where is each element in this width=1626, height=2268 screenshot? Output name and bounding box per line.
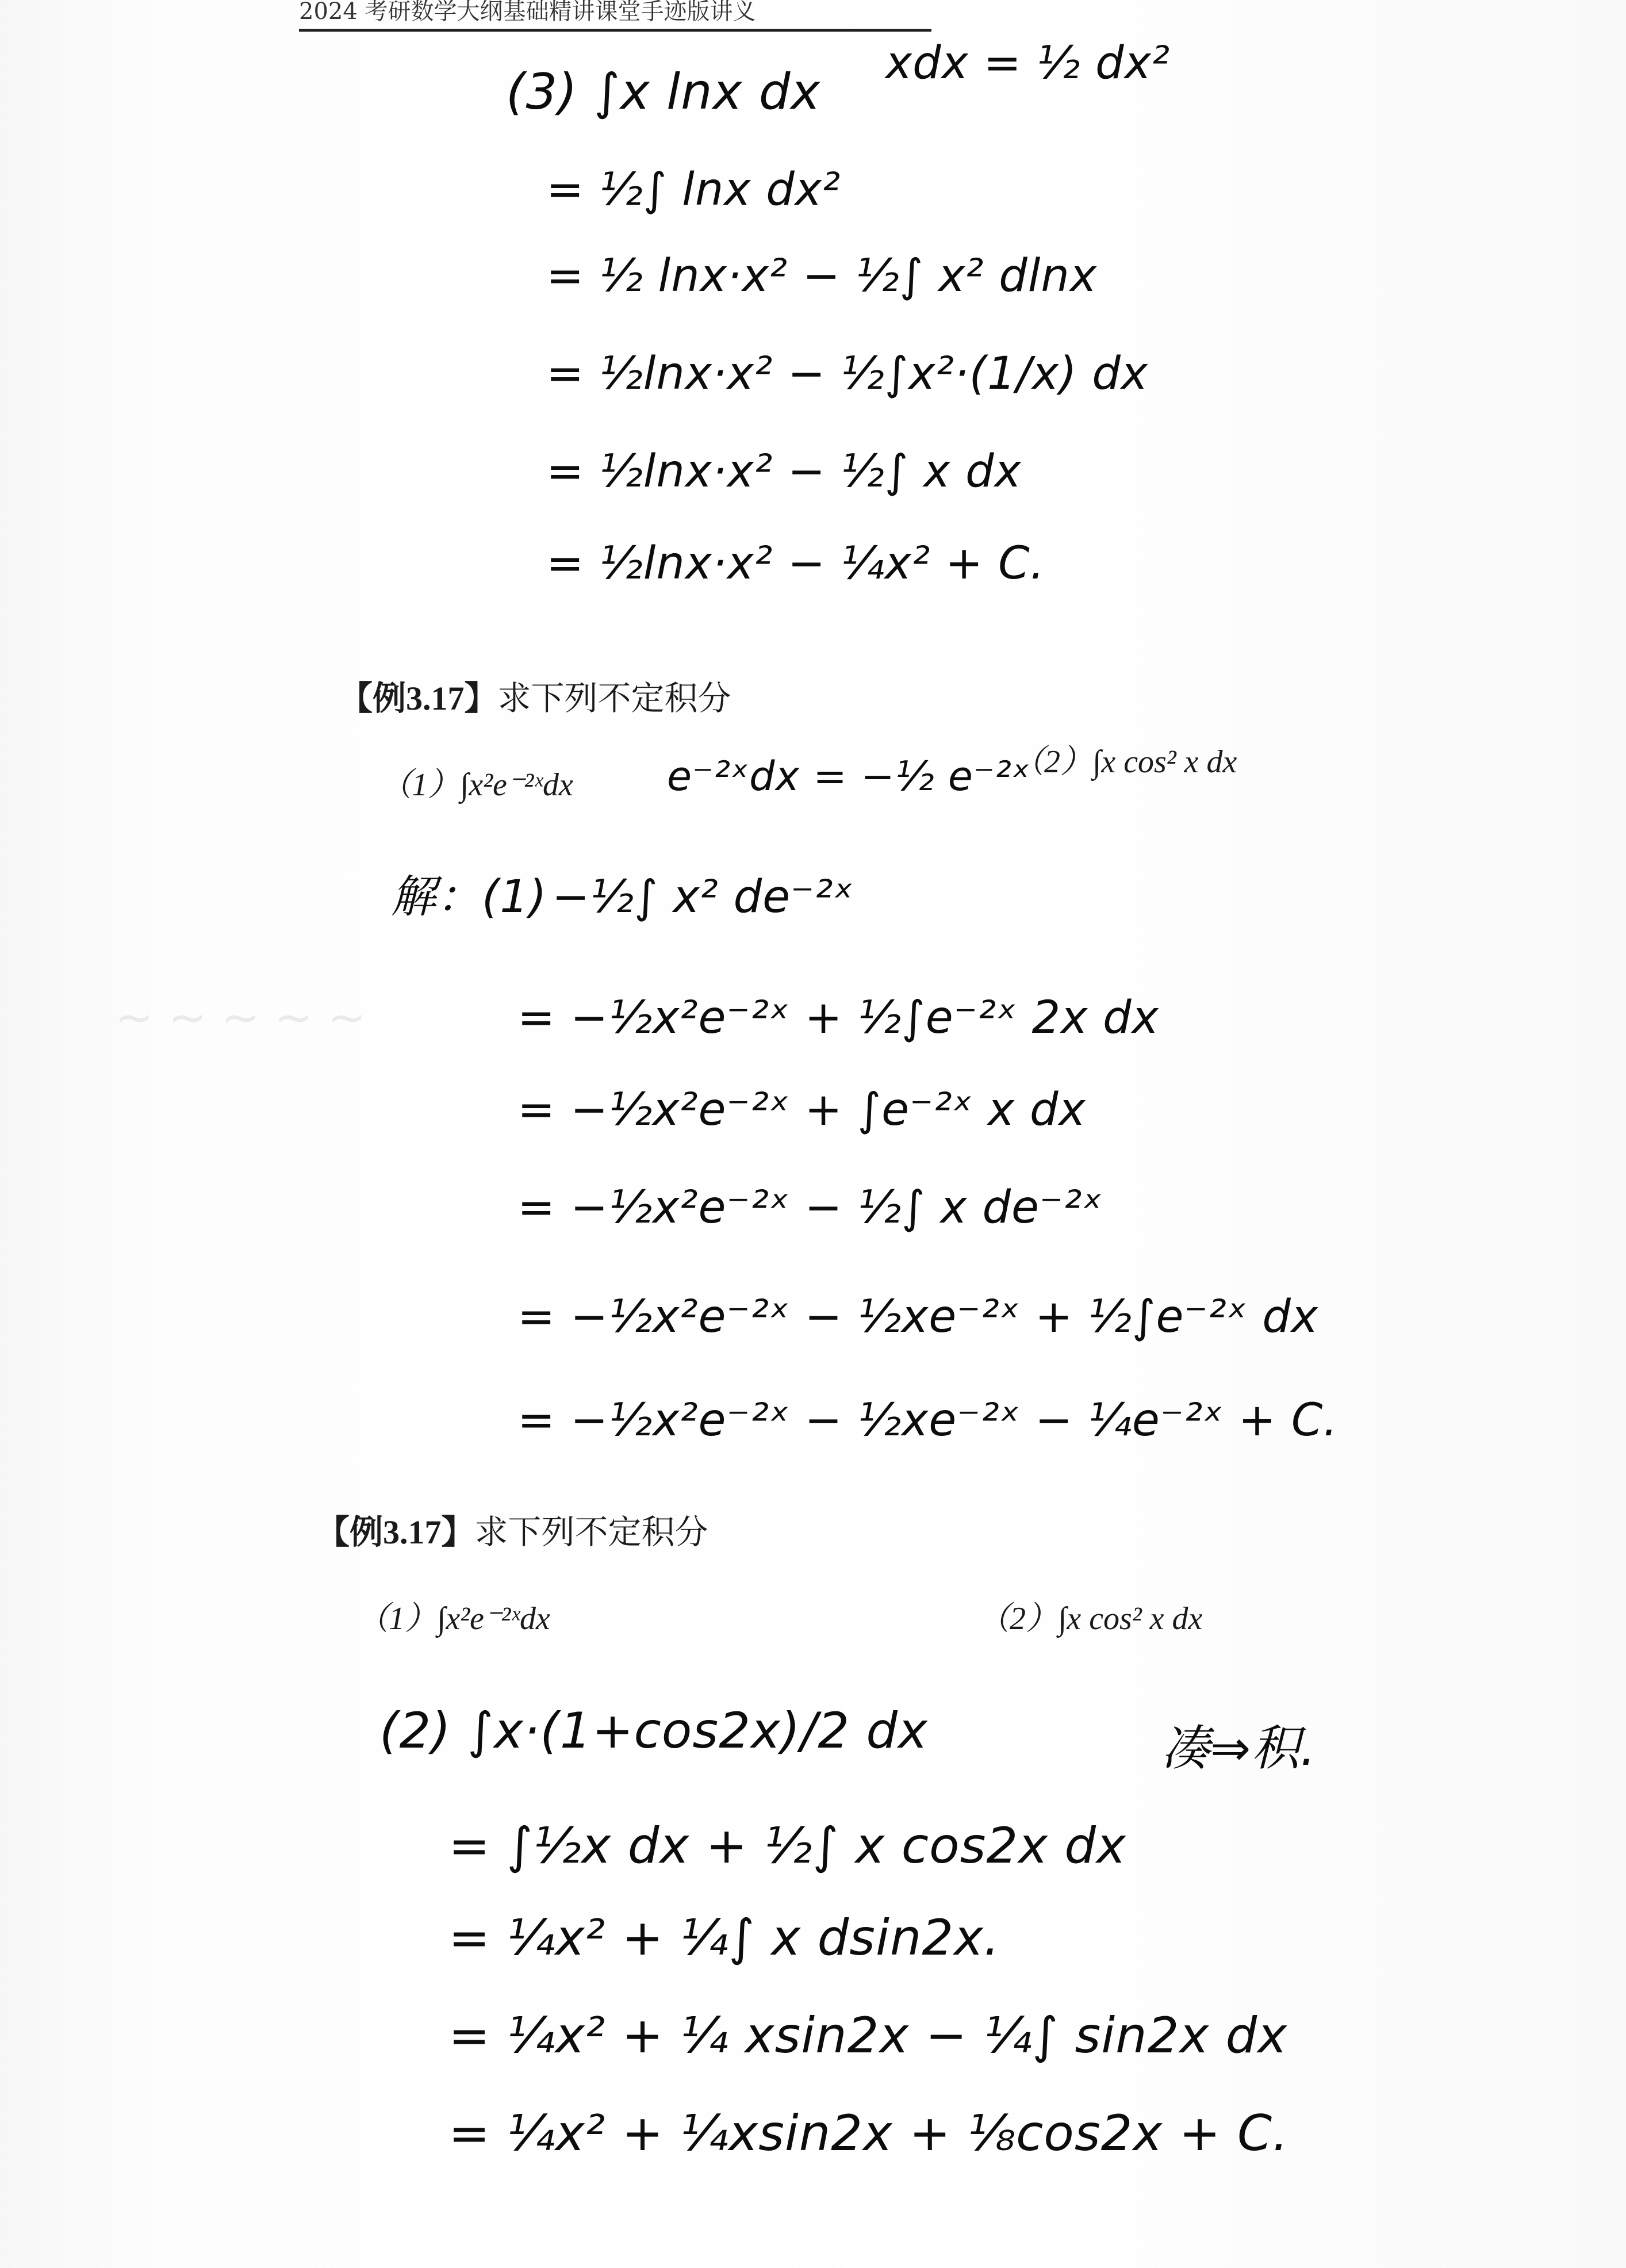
solution-2-step-4: = ¼x² + ¼xsin2x + ⅛cos2x + C. [448, 2105, 1289, 2162]
example-repeat-item-1: （1）∫x²e⁻²ˣdx [356, 1601, 550, 1637]
solution-2-first-line: (2) ∫x·(1+cos2x)/2 dx [379, 1702, 928, 1760]
problem-3-step-3: = ½lnx·x² − ½∫x²·(1/x) dx [546, 348, 1149, 400]
example-title-repeat-bracket: 【例3.17】 [316, 1514, 475, 1551]
solution-label: 解：(1) [391, 871, 547, 923]
problem-3-heading: (3) ∫x lnx dx [506, 63, 821, 121]
problem-3-step-2: = ½ lnx·x² − ½∫ x² dlnx [546, 250, 1098, 302]
example-title [339, 679, 731, 719]
problem-3-step-4: = ½lnx·x² − ½∫ x dx [546, 446, 1022, 497]
problem-3-step-1: = ½∫ lnx dx² [546, 164, 841, 216]
example-title-bracket: 【例3.17】 [339, 680, 498, 717]
example-repeat-item-2: （2）∫x cos² x dx [977, 1601, 1203, 1637]
solution-2-step-3: = ¼x² + ¼ xsin2x − ¼∫ sin2x dx [448, 2007, 1288, 2064]
example-item-1: （1）∫x²e⁻²ˣdx [379, 767, 573, 803]
solution-1-step-1: = −½x²e⁻²ˣ + ½∫e⁻²ˣ 2x dx [517, 992, 1159, 1044]
bleed-through-text: ~ ~ ~ ~ ~ [115, 991, 366, 1044]
example-title-repeat [316, 1512, 708, 1553]
problem-3-step-5: = ½lnx·x² − ¼x² + C. [546, 538, 1045, 589]
example-item-2: （2）∫x cos² x dx [1012, 744, 1237, 780]
example-title-repeat-text: 求下列不定积分 [474, 1514, 708, 1551]
solution-2-step-2: = ¼x² + ¼∫ x dsin2x. [448, 1909, 1000, 1967]
solution-1-step-5: = −½x²e⁻²ˣ − ½xe⁻²ˣ − ¼e⁻²ˣ + C. [517, 1394, 1339, 1446]
solution-1-step-4: = −½x²e⁻²ˣ − ½xe⁻²ˣ + ½∫e⁻²ˣ dx [517, 1291, 1319, 1343]
example-title-text: 求下列不定积分 [497, 680, 731, 717]
substitution-note: xdx = ½ dx² [885, 37, 1171, 89]
page-header: 2024 考研数学大纲基础精讲课堂手迹版讲义 [299, 0, 931, 32]
strategy-note: 凑⇒积. [1161, 1720, 1317, 1776]
solution-1-step-3: = −½x²e⁻²ˣ − ½∫ x de⁻²ˣ [517, 1182, 1103, 1233]
example-hint: e⁻²ˣdx = −½ e⁻²ˣ [667, 753, 1031, 800]
solution-1-first-line: −½∫ x² de⁻²ˣ [552, 871, 854, 923]
solution-1-step-2: = −½x²e⁻²ˣ + ∫e⁻²ˣ x dx [517, 1084, 1086, 1136]
solution-2-step-1: = ∫½x dx + ½∫ x cos2x dx [448, 1817, 1126, 1875]
